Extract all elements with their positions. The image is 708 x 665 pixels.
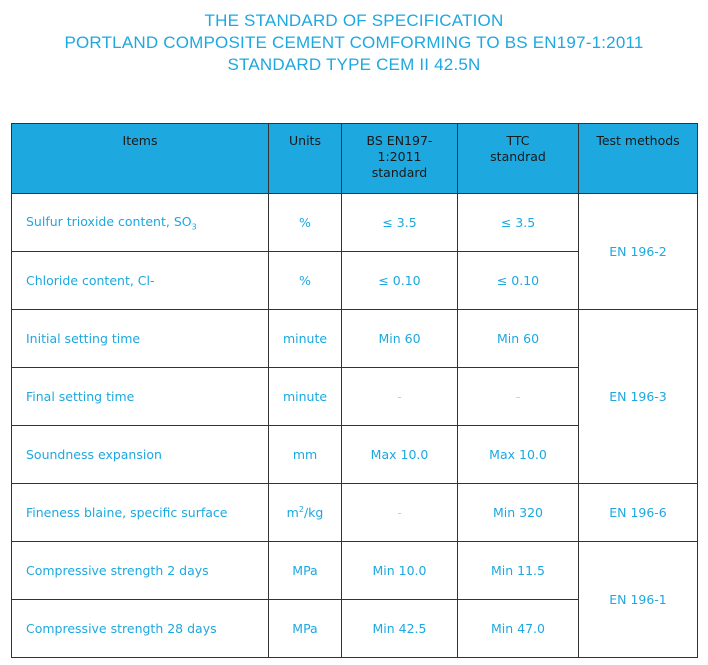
ttc-value-cell: Min 320	[458, 484, 579, 542]
header-ttc-standard-label: TTC standrad	[490, 133, 546, 164]
unit-base: m	[286, 505, 299, 521]
item-subscript: 3	[191, 222, 197, 232]
test-method-cell: EN 196-2	[579, 194, 698, 310]
header-units: Units	[269, 124, 342, 194]
ttc-value-cell: ≤ 3.5	[458, 194, 579, 252]
unit-cell: MPa	[269, 600, 342, 658]
unit-superscript: 2	[298, 504, 304, 514]
dash-placeholder: -	[397, 389, 402, 404]
unit-cell: minute	[269, 368, 342, 426]
item-cell: Compressive strength 2 days	[12, 542, 269, 600]
test-method-cell: EN 196-1	[579, 542, 698, 658]
item-cell: Fineness blaine, specific surface	[12, 484, 269, 542]
item-cell: Compressive strength 28 days	[12, 600, 269, 658]
test-method-cell: EN 196-3	[579, 310, 698, 484]
title-line-3: STANDARD TYPE CEM II 42.5N	[227, 55, 481, 74]
item-label: Sulfur trioxide content, SO	[26, 213, 192, 229]
unit-cell: %	[269, 252, 342, 310]
item-cell: Soundness expansion	[12, 426, 269, 484]
header-bs-standard-label: BS EN197-1:2011 standard	[366, 133, 433, 180]
item-cell	[12, 194, 269, 252]
title-line-1: THE STANDARD OF SPECIFICATION	[204, 11, 504, 30]
bs-value-cell: ≤ 3.5	[342, 194, 458, 252]
bs-value-cell: Max 10.0	[342, 426, 458, 484]
dash-placeholder: -	[515, 389, 521, 404]
table-row	[12, 194, 698, 252]
unit-cell: %	[269, 194, 342, 252]
unit-rest: /kg	[303, 505, 324, 521]
header-bs-standard	[342, 124, 458, 194]
test-method-cell: EN 196-6	[579, 484, 698, 542]
ttc-value-cell: Min 11.5	[458, 542, 579, 600]
table-row	[12, 484, 698, 542]
ttc-value-cell: Min 47.0	[458, 600, 579, 658]
bs-value-cell	[342, 368, 458, 426]
title-line-2: PORTLAND COMPOSITE CEMENT COMFORMING TO BS EN197-1:2011	[64, 33, 644, 52]
unit-cell: minute	[269, 310, 342, 368]
ttc-value-cell: ≤ 0.10	[458, 252, 579, 310]
document-title	[0, 10, 708, 76]
table-header-row	[12, 124, 698, 194]
table-row	[12, 310, 698, 368]
table-row	[12, 542, 698, 600]
dash-placeholder: -	[397, 505, 402, 520]
bs-value-cell: Min 42.5	[342, 600, 458, 658]
item-cell: Chloride content, Cl-	[12, 252, 269, 310]
unit-cell	[269, 484, 342, 542]
unit-cell: MPa	[269, 542, 342, 600]
header-ttc-standard	[458, 124, 579, 194]
bs-value-cell	[342, 484, 458, 542]
ttc-value-cell: Max 10.0	[458, 426, 579, 484]
ttc-value-cell: Min 60	[458, 310, 579, 368]
header-items: Items	[12, 124, 269, 194]
header-test-methods: Test methods	[579, 124, 698, 194]
bs-value-cell: ≤ 0.10	[342, 252, 458, 310]
unit-cell: mm	[269, 426, 342, 484]
ttc-value-cell	[458, 368, 579, 426]
bs-value-cell: Min 10.0	[342, 542, 458, 600]
item-cell: Final setting time	[12, 368, 269, 426]
bs-value-cell: Min 60	[342, 310, 458, 368]
specification-table	[11, 123, 698, 658]
item-cell: Initial setting time	[12, 310, 269, 368]
